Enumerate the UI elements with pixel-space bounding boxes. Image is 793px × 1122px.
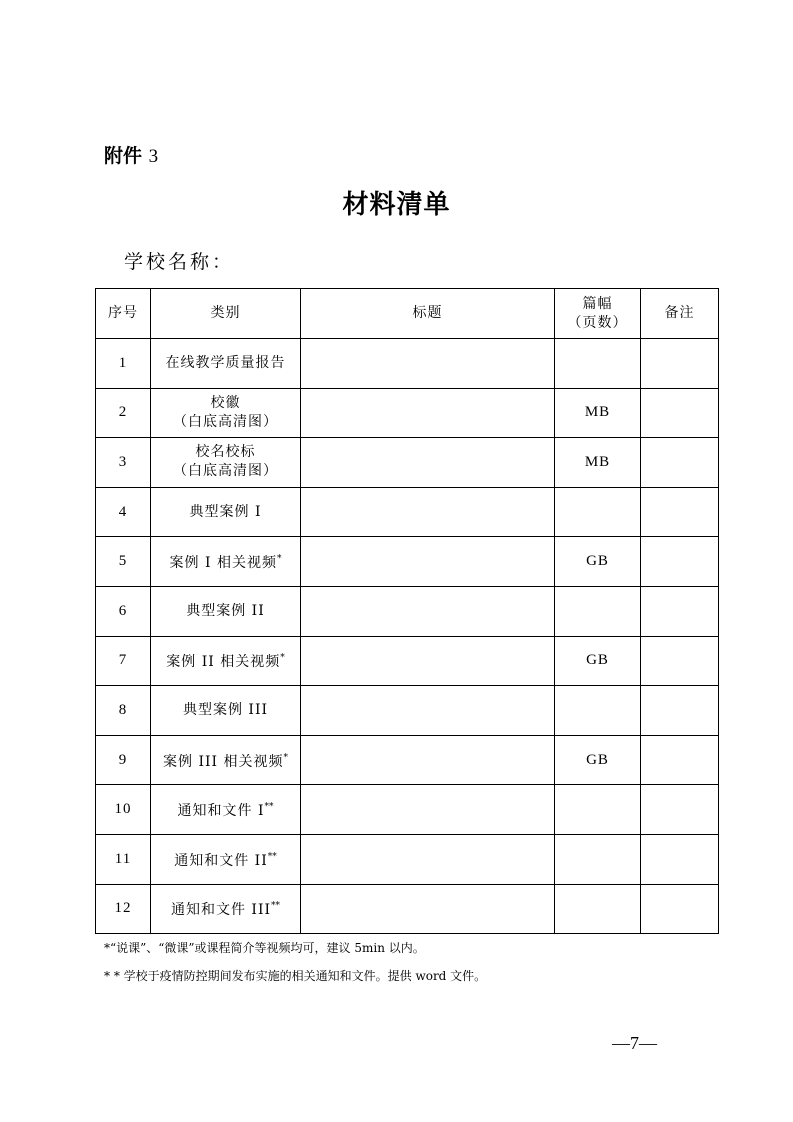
table-row — [96, 487, 719, 537]
footnote-mark: ** — [267, 851, 277, 862]
header-length-line1: 篇幅 — [582, 295, 613, 312]
row-category — [151, 487, 301, 537]
footnotes — [104, 934, 486, 990]
table-row — [96, 537, 719, 587]
header-length-line2: （页数） — [567, 314, 628, 331]
row-category-line1 — [151, 443, 300, 462]
table-row — [96, 785, 719, 835]
row-index: 12 — [96, 884, 151, 934]
row-index: 5 — [96, 537, 151, 587]
row-category-line1 — [151, 602, 300, 621]
row-category-line1 — [151, 848, 300, 871]
row-length-cell[interactable] — [555, 487, 641, 537]
footnote-documents: * * 学校于疫情防控期间发布实施的相关通知和文件。提供 word 文件。 — [104, 969, 487, 983]
row-remarks-cell[interactable] — [641, 735, 719, 785]
footnote-mark: ** — [271, 901, 281, 912]
row-category-text: 通知和文件 II — [174, 852, 268, 869]
attachment-label — [104, 141, 158, 168]
row-index: 1 — [96, 339, 151, 389]
row-index: 4 — [96, 487, 151, 537]
row-remarks-cell[interactable] — [641, 636, 719, 686]
row-category — [151, 586, 301, 636]
attachment-number: 3 — [148, 146, 159, 167]
row-category-text: 通知和文件 III — [170, 902, 272, 919]
row-category-text: 案例 II 相关视频 — [166, 654, 281, 671]
row-category-text: 案例 III 相关视频 — [163, 753, 284, 770]
row-length-cell[interactable] — [555, 586, 641, 636]
row-category-text: 在线教学质量报告 — [165, 354, 286, 371]
row-category-text: 校名校标 — [195, 444, 256, 461]
row-index: 8 — [96, 686, 151, 736]
row-heading-cell[interactable] — [301, 735, 555, 785]
row-remarks-cell[interactable] — [641, 884, 719, 934]
row-heading-cell[interactable] — [301, 586, 555, 636]
row-heading-cell[interactable] — [301, 785, 555, 835]
row-category-text: 典型案例 III — [182, 701, 269, 718]
row-category — [151, 884, 301, 934]
row-category-line1 — [151, 649, 300, 672]
footnote-video: *“说课”、“微课”或课程简介等视频均可，建议 5min 以内。 — [104, 941, 425, 955]
materials-table — [95, 288, 719, 934]
row-heading-cell[interactable] — [301, 537, 555, 587]
row-category-text: 典型案例 I — [189, 503, 262, 520]
table-body — [96, 339, 719, 934]
table-row — [96, 388, 719, 438]
row-remarks-cell[interactable] — [641, 388, 719, 438]
table-row — [96, 339, 719, 389]
row-category-line1 — [151, 701, 300, 720]
header-length — [555, 289, 641, 339]
table-row — [96, 438, 719, 488]
footnote-mark: * — [276, 554, 282, 565]
row-category — [151, 834, 301, 884]
school-name-label: 学校名称： — [124, 251, 235, 273]
table-header-row — [96, 289, 719, 339]
table-row — [96, 834, 719, 884]
attachment-label-text: 附件 — [104, 145, 143, 167]
row-category-line1 — [151, 394, 300, 413]
table-row — [96, 884, 719, 934]
row-remarks-cell[interactable] — [641, 339, 719, 389]
row-remarks-cell[interactable] — [641, 834, 719, 884]
row-length-cell[interactable] — [555, 884, 641, 934]
row-length-cell[interactable]: GB — [555, 735, 641, 785]
row-length-cell[interactable]: GB — [555, 636, 641, 686]
row-heading-cell[interactable] — [301, 339, 555, 389]
row-length-cell[interactable]: MB — [555, 388, 641, 438]
row-remarks-cell[interactable] — [641, 785, 719, 835]
row-length-cell[interactable]: MB — [555, 438, 641, 488]
row-length-cell[interactable] — [555, 686, 641, 736]
row-category — [151, 388, 301, 438]
header-category: 类别 — [151, 289, 301, 339]
row-length-cell[interactable] — [555, 834, 641, 884]
row-length-cell[interactable] — [555, 339, 641, 389]
row-remarks-cell[interactable] — [641, 686, 719, 736]
row-category-line1 — [151, 550, 300, 573]
row-category — [151, 785, 301, 835]
row-index: 11 — [96, 834, 151, 884]
row-remarks-cell[interactable] — [641, 537, 719, 587]
row-remarks-cell[interactable] — [641, 438, 719, 488]
page-number: —7— — [612, 1033, 657, 1053]
row-category-text: 典型案例 II — [186, 602, 265, 619]
row-category — [151, 339, 301, 389]
footnote-mark: * — [283, 752, 288, 763]
row-length-cell[interactable]: GB — [555, 537, 641, 587]
row-category-line1 — [151, 798, 300, 821]
footnote-mark: * — [280, 653, 285, 664]
header-heading: 标题 — [301, 289, 555, 339]
row-category-line1 — [151, 749, 300, 772]
table-row — [96, 686, 719, 736]
row-category-line1 — [151, 897, 300, 920]
row-heading-cell[interactable] — [301, 834, 555, 884]
row-length-cell[interactable] — [555, 785, 641, 835]
row-category — [151, 686, 301, 736]
table-row — [96, 586, 719, 636]
table-row — [96, 636, 719, 686]
row-heading-cell[interactable] — [301, 686, 555, 736]
row-remarks-cell[interactable] — [641, 586, 719, 636]
row-category-line1 — [151, 354, 300, 373]
row-category — [151, 636, 301, 686]
row-heading-cell[interactable] — [301, 884, 555, 934]
row-index: 6 — [96, 586, 151, 636]
row-category — [151, 438, 301, 488]
row-remarks-cell[interactable] — [641, 487, 719, 537]
row-category-line2: （白底高清图） — [173, 413, 278, 430]
page-title: 材料清单 — [342, 190, 451, 220]
row-heading-cell[interactable] — [301, 636, 555, 686]
row-category-text: 案例 I 相关视频 — [169, 555, 277, 572]
header-remarks: 备注 — [641, 289, 719, 339]
row-heading-cell[interactable] — [301, 438, 555, 488]
row-index: 2 — [96, 388, 151, 438]
footnote-mark: ** — [264, 802, 274, 813]
row-category — [151, 735, 301, 785]
row-category — [151, 537, 301, 587]
header-index: 序号 — [96, 289, 151, 339]
row-heading-cell[interactable] — [301, 487, 555, 537]
table-row — [96, 735, 719, 785]
row-index: 9 — [96, 735, 151, 785]
row-category-line1 — [151, 503, 300, 522]
row-index: 3 — [96, 438, 151, 488]
row-heading-cell[interactable] — [301, 388, 555, 438]
row-category-text: 通知和文件 I — [177, 803, 265, 820]
row-index: 7 — [96, 636, 151, 686]
row-category-line2: （白底高清图） — [173, 463, 278, 480]
row-index: 10 — [96, 785, 151, 835]
row-category-text: 校徽 — [210, 394, 241, 411]
